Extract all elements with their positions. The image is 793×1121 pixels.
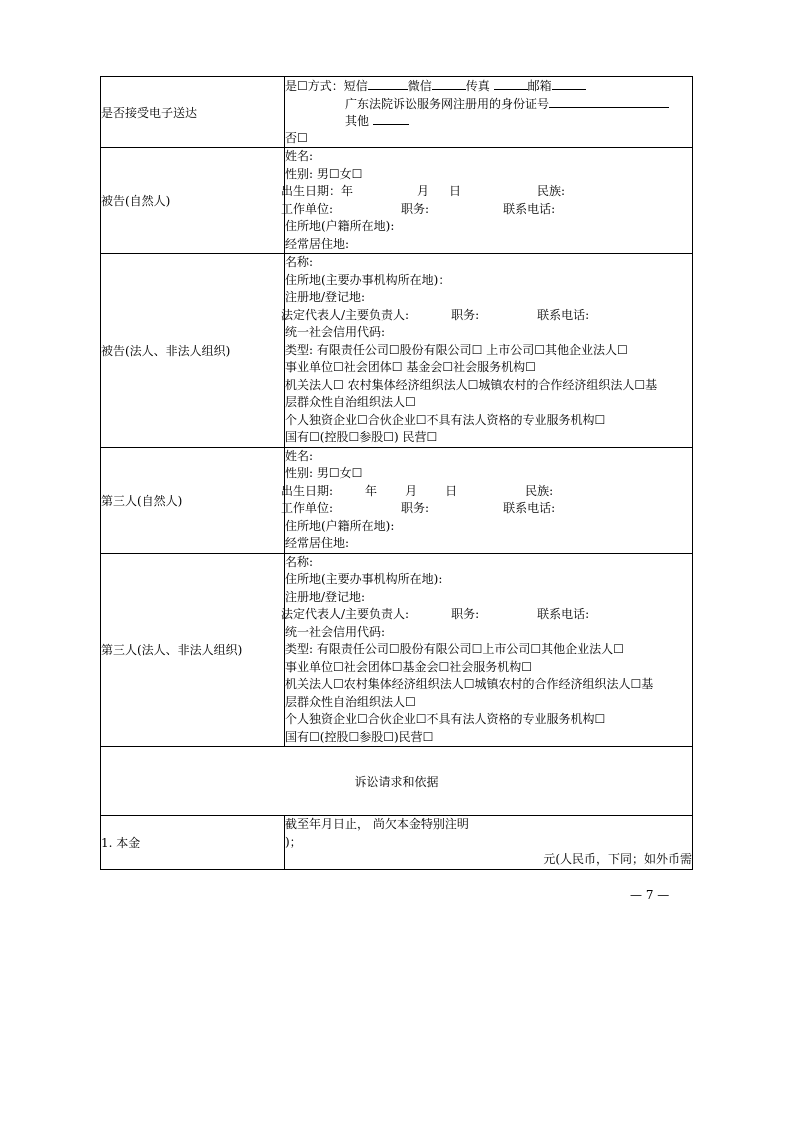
label-defendant-person: 被告(自然人) bbox=[101, 148, 285, 254]
label-defendant-org: 被告(法人、非法人组织) bbox=[101, 254, 285, 448]
email-label: 邮箱 bbox=[527, 79, 552, 93]
defendant-work: 工作单位: bbox=[281, 201, 334, 216]
wechat-label: 微信 bbox=[407, 79, 432, 93]
third-name: 姓名: bbox=[285, 448, 314, 463]
defendant-ethnic: 民族: bbox=[537, 184, 566, 198]
row-defendant-org bbox=[101, 254, 693, 448]
third-phone: 联系电话: bbox=[503, 501, 556, 515]
id-number-field[interactable] bbox=[549, 95, 669, 108]
defendant-org-rep: 法定代表人/主要负责人: bbox=[281, 307, 410, 322]
third-org-duty: 职务: bbox=[451, 607, 480, 621]
row-principal bbox=[101, 816, 693, 870]
defendant-org-type2[interactable]: 事业单位☐社会团体☐ 基金会☐社会服务机构☐ bbox=[285, 360, 536, 374]
third-org-type1[interactable]: 类型: 有限责任公司☐股份有限公司☐上市公司☐其他企业法人☐ bbox=[285, 642, 624, 656]
label-third-org: 第三人(法人、非法人组织) bbox=[101, 553, 285, 747]
third-org-credit: 统一社会信用代码: bbox=[285, 624, 386, 639]
third-org-type4[interactable]: 层群众性自治组织法人☐ bbox=[285, 694, 416, 709]
defendant-birth: 出生日期：年 bbox=[281, 184, 354, 198]
row-third-person bbox=[101, 447, 693, 553]
third-org-rep: 法定代表人/主要负责人: bbox=[281, 607, 410, 621]
third-ethnic: 民族: bbox=[525, 483, 554, 498]
third-org-type6[interactable]: 国有☐(控股☐参股☐)民营☐ bbox=[285, 729, 434, 744]
defendant-org-reg: 注册地/登记地: bbox=[285, 290, 366, 304]
third-work: 工作单位: bbox=[281, 501, 334, 515]
label-electronic-service: 是否接受电子送达 bbox=[101, 77, 285, 148]
defendant-residence: 经常居住地: bbox=[285, 236, 350, 251]
third-gender[interactable]: 性别: 男☐女☐ bbox=[285, 466, 363, 480]
value-electronic-service bbox=[285, 77, 693, 148]
fax-label: 传真 bbox=[465, 79, 490, 93]
defendant-org-type6[interactable]: 国有☐(控股☐参股☐) 民营☐ bbox=[285, 430, 438, 444]
defendant-org-phone: 联系电话: bbox=[537, 307, 590, 322]
row-defendant-person bbox=[101, 148, 693, 254]
principal-line3: 元(人民币，下同；如外币需 bbox=[543, 852, 692, 866]
third-domicile: 住所地(户籍所在地): bbox=[285, 518, 395, 533]
third-org-reg: 注册地/登记地: bbox=[285, 589, 366, 604]
defendant-phone: 联系电话: bbox=[503, 201, 556, 216]
third-org-phone: 联系电话: bbox=[537, 607, 590, 621]
principal-line1: 截至年月日止， 尚欠本金特别注明 bbox=[285, 817, 469, 831]
defendant-org-name: 名称: bbox=[285, 255, 314, 269]
row-electronic-service bbox=[101, 77, 693, 148]
third-birth: 出生日期: bbox=[281, 483, 334, 498]
label-principal: 1. 本金 bbox=[101, 816, 285, 870]
defendant-duty: 职务: bbox=[401, 201, 430, 216]
defendant-domicile: 住所地(户籍所在地): bbox=[285, 219, 395, 233]
accept-no-checkbox[interactable]: 否☐ bbox=[285, 130, 308, 145]
third-org-type5[interactable]: 个人独资企业☐合伙企业☐不具有法人资格的专业服务机构☐ bbox=[285, 712, 606, 726]
accept-yes-sms[interactable]: 是☐方式：短信 bbox=[285, 79, 368, 93]
defendant-org-type1[interactable]: 类型: 有限责任公司☐股份有限公司☐ 上市公司☐其他企业法人☐ bbox=[285, 342, 628, 357]
third-org-type3[interactable]: 机关法人☐农村集体经济组织法人☐城镇农村的合作经济组织法人☐基 bbox=[285, 677, 654, 691]
defendant-org-duty: 职务: bbox=[451, 307, 480, 322]
claims-header: 诉讼请求和依据 bbox=[101, 747, 693, 816]
defendant-org-type4[interactable]: 层群众性自治组织法人☐ bbox=[285, 395, 416, 409]
third-birth-day: 日 bbox=[445, 483, 458, 498]
label-third-person: 第三人(自然人) bbox=[101, 447, 285, 553]
row-claims-header bbox=[101, 747, 693, 816]
third-birth-year: 年 bbox=[365, 483, 378, 498]
third-org-type2[interactable]: 事业单位☐社会团体☐基金会☐社会服务机构☐ bbox=[285, 659, 533, 674]
third-duty: 职务: bbox=[401, 501, 430, 515]
defendant-gender[interactable]: 性别: 男☐女☐ bbox=[285, 166, 363, 181]
defendant-org-credit: 统一社会信用代码: bbox=[285, 325, 386, 339]
defendant-birth-month: 月 bbox=[417, 184, 430, 198]
principal-line2: )； bbox=[285, 834, 302, 849]
other-label: 其他 bbox=[345, 114, 370, 128]
third-org-address: 住所地(主要办事机构所在地): bbox=[285, 572, 443, 586]
id-number-label: 广东法院诉讼服务网注册用的身份证号 bbox=[345, 96, 550, 111]
defendant-org-address: 住所地(主要办事机构所在地)： bbox=[285, 272, 451, 287]
defendant-name: 姓名: bbox=[285, 149, 314, 163]
page-number: — 7 — bbox=[630, 888, 670, 902]
third-org-name: 名称: bbox=[285, 554, 314, 569]
row-third-org bbox=[101, 553, 693, 747]
third-residence: 经常居住地: bbox=[285, 536, 350, 550]
third-birth-month: 月 bbox=[405, 483, 418, 498]
complaint-form-table bbox=[100, 76, 693, 870]
defendant-org-type3[interactable]: 机关法人☐ 农村集体经济组织法人☐城镇农村的合作经济组织法人☐基 bbox=[285, 377, 658, 392]
defendant-org-type5[interactable]: 个人独资企业☐合伙企业☐不具有法人资格的专业服务机构☐ bbox=[285, 412, 606, 427]
defendant-birth-day: 日 bbox=[449, 184, 462, 198]
